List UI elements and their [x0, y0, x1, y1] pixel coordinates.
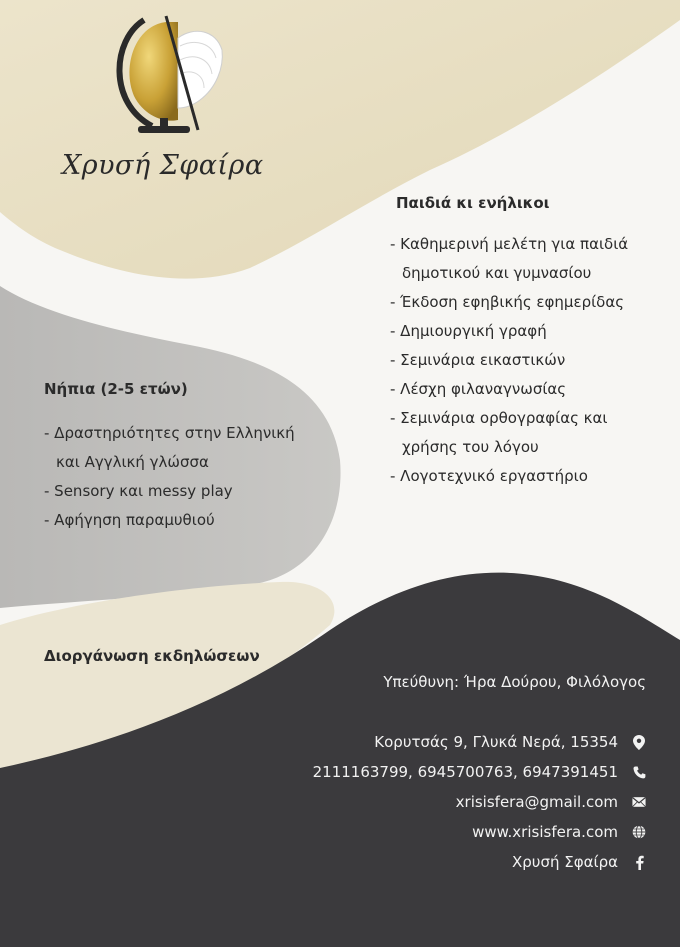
list-item-text: - Δημιουργική γραφή	[390, 322, 547, 340]
list-item-text: - Λογοτεχνικό εργαστήριο	[390, 467, 588, 485]
list-item	[390, 346, 675, 375]
phones-row	[313, 763, 646, 781]
responsible-person: Υπεύθυνη: Ήρα Δούρου, Φιλόλογος	[383, 673, 646, 691]
list-item	[390, 375, 675, 404]
facebook-link[interactable]: Χρυσή Σφαίρα	[511, 853, 618, 871]
list-item-continuation: δημοτικού και γυμνασίου	[402, 264, 592, 282]
location-pin-icon	[632, 734, 646, 750]
list-item-text: - Έκδοση εφηβικής εφημερίδας	[390, 293, 625, 311]
list-item	[390, 317, 675, 346]
list-item-text: - Λέσχη φιλαναγνωσίας	[390, 380, 567, 398]
list-item-continuation: και Αγγλική γλώσσα	[56, 453, 209, 471]
contact-block	[266, 673, 646, 873]
address-text: Κορυτσάς 9, Γλυκά Νερά, 15354	[374, 733, 618, 751]
list-item-text: - Δραστηριότητες στην Ελληνική	[44, 424, 295, 442]
facebook-row[interactable]	[512, 853, 646, 871]
envelope-icon	[632, 794, 646, 810]
list-item-text: - Sensory και messy play	[44, 482, 233, 500]
kids-adults-list	[390, 230, 675, 491]
toddlers-list	[44, 419, 334, 535]
phone-icon	[632, 764, 646, 780]
list-item	[390, 462, 675, 491]
toddlers-heading: Νήπια (2-5 ετών)	[44, 380, 188, 398]
phones-text: 2111163799, 6945700763, 6947391451	[312, 763, 618, 781]
list-item-continuation: χρήσης του λόγου	[402, 438, 539, 456]
brand-name: Χρυσή Σφαίρα	[62, 150, 264, 181]
website-row[interactable]	[472, 823, 646, 841]
list-item	[44, 477, 334, 506]
globe-icon	[632, 824, 646, 840]
list-item	[390, 288, 675, 317]
globe-book-logo	[104, 8, 234, 143]
list-item-text: - Αφήγηση παραμυθιού	[44, 511, 215, 529]
events-heading: Διοργάνωση εκδηλώσεων	[44, 647, 260, 665]
kids-adults-heading: Παιδιά κι ενήλικοι	[396, 194, 550, 212]
website-link[interactable]: www.xrisisfera.com	[472, 823, 618, 841]
email-row[interactable]	[456, 793, 646, 811]
list-item	[390, 404, 675, 462]
list-item	[390, 230, 675, 288]
list-item-text: - Σεμινάρια ορθογραφίας και	[390, 409, 608, 427]
list-item	[44, 419, 334, 477]
list-item-text: - Σεμινάρια εικαστικών	[390, 351, 566, 369]
facebook-icon	[632, 854, 646, 870]
address-row	[374, 733, 646, 751]
list-item-text: - Καθημερινή μελέτη για παιδιά	[390, 235, 629, 253]
list-item	[44, 506, 334, 535]
email-link[interactable]: xrisisfera@gmail.com	[455, 793, 618, 811]
